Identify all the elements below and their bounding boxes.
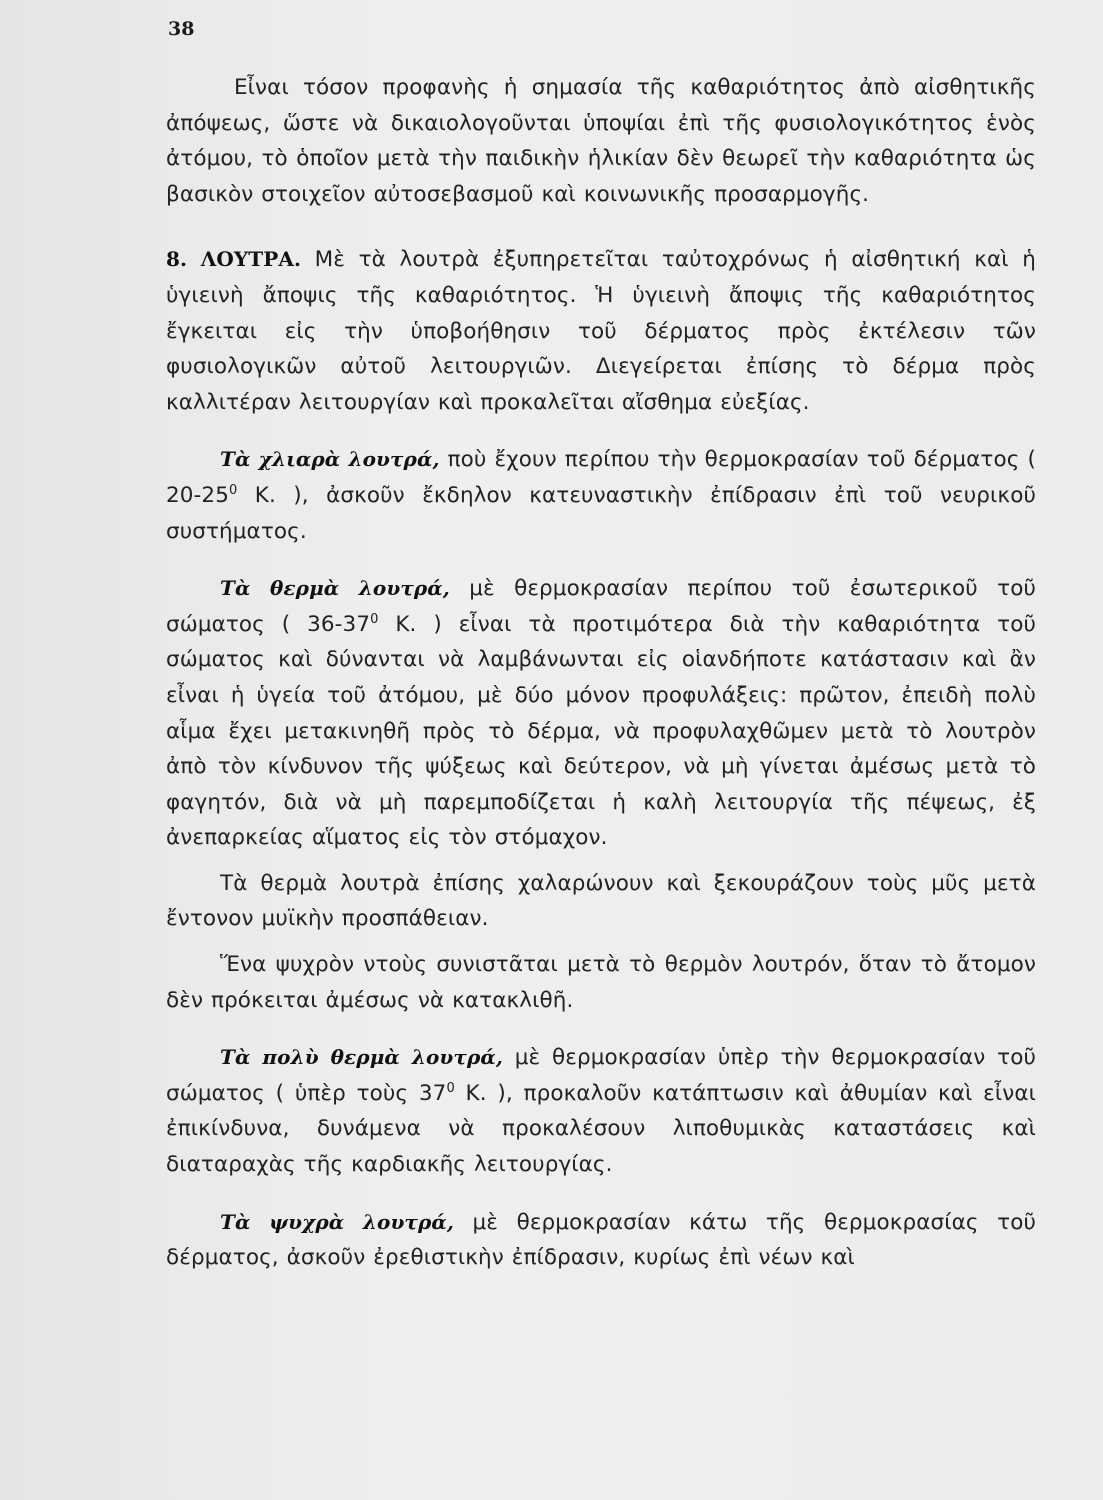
term-very-hot-baths: Τὰ πολὺ θερμὰ λουτρά, (220, 1045, 503, 1070)
section-title: ΛΟΥΤΡΑ. (200, 247, 302, 272)
paragraph-cold-shower: Ἕνα ψυχρὸν ντοὺς συνιστᾶται μετὰ τὸ θερμὸν λουτρόν, ὅταν τὸ ἄτομον δὲν πρόκειται ἀμέσως νὰ κατακλιθῆ. (166, 952, 1036, 1013)
hot-text-a: μὲ θερμοκρασίαν ὑπὲρ τὴν θερμοκρασίαν τοῦ σώματος ( ὑπὲρ τοὺς 37 (166, 1045, 1036, 1106)
degree-mark: 0 (228, 482, 238, 498)
paragraph-cold-baths (166, 1205, 1036, 1276)
lukewarm-text-b: Κ. ), ἀσκοῦν ἔκδηλον κατευναστικὴν ἐπίδρασιν ἐπὶ τοῦ νευρικοῦ συστήματος. (166, 482, 1036, 544)
paragraph-very-hot-baths (166, 1040, 1036, 1182)
lukewarm-text-a: ποὺ ἔχουν περίπου τὴν θερμοκρασίαν τοῦ δέρματος ( 20-25 (166, 447, 1036, 508)
page-number: 38 (168, 18, 195, 40)
paragraph-warm-baths (166, 571, 1036, 856)
paragraph-aesthetic: Εἶναι τόσον προφανὴς ἡ σημασία τῆς καθαριότητος ἀπὸ αἰσθητικῆς ἀπόψεως, ὥστε νὰ δικαιολογοῦνται ὑποψίαι ἐπὶ τῆς φυσιολογικότητος ἑνὸς ἀτόμου, τὸ ὁποῖον μετὰ τὴν παιδικὴν ἡλικίαν δὲν θεωρεῖ τὴν καθαριότητα ὡς βασικὸν στοιχεῖον αὐτοσεβασμοῦ καὶ κοινωνικῆς προσαρμογῆς. (166, 75, 1036, 207)
degree-mark: 0 (370, 611, 379, 627)
hot-text-b: Κ. ), προκαλοῦν κατάπτωσιν καὶ ἀθυμίαν καὶ εἶναι ἐπικίνδυνα, δυνάμενα νὰ προκαλέσουν λιποθυμικὰς καταστάσεις καὶ διαταραχὰς τῆς καρδιακῆς λειτουργίας. (166, 1080, 1037, 1178)
section-8-text: Μὲ τὰ λουτρὰ ἐξυπηρετεῖται ταὐτοχρόνως ἡ αἰσθητική καὶ ἡ ὑγιεινὴ ἄποψις τῆς καθαριότητος. Ἡ ὑγιεινὴ ἄποψις τῆς καθαριότητος ἔγκειται εἰς τὴν ὑποβοήθησιν τοῦ δέρματος πρὸς ἐκτέλεσιν τῶν φυσιολογικῶν αὐτοῦ λειτουργιῶν. Διεγείρεται ἐπίσης τὸ δέρμα πρὸς καλλιτέραν λειτουργίαν καὶ προκαλεῖται αἴσθημα εὐεξίας. (166, 247, 1036, 415)
section-8-paragraph (166, 242, 1036, 420)
term-lukewarm-baths: Τὰ χλιαρὰ λουτρά, (220, 447, 440, 472)
paragraph-relax: Τὰ θερμὰ λουτρὰ ἐπίσης χαλαρώνουν καὶ ξεκουράζουν τοὺς μῦς μετὰ ἔντονον μυϊκὴν προσπάθειαν. (166, 870, 1036, 932)
term-cold-baths: Τὰ ψυχρὰ λουτρά, (220, 1209, 454, 1234)
term-warm-baths: Τὰ θερμὰ λουτρά, (220, 576, 450, 601)
warm-text-b: Κ. ) εἶναι τὰ προτιμότερα διὰ τὴν καθαριότητα τοῦ σώματος καὶ δύνανται νὰ λαμβάνωνται εἰς οἱανδήποτε κατάστασιν καὶ ἂν εἶναι ἡ ὑγεία τοῦ ἀτόμου, μὲ δύο μόνον προφυλάξεις: πρῶτον, ἐπειδὴ πολὺ αἷμα ἔχει μετακινηθῆ πρὸς τὸ δέρμα, νὰ προφυλαχθῶμεν μετὰ τὸ λουτρὸν ἀπὸ τὸν κίνδυνον τῆς ψύξεως καὶ δεύτερον, νὰ μὴ γίνεται ἀμέσως μετὰ τὸ φαγητόν, διὰ νὰ μὴ παρεμποδίζεται ἡ καλὴ λειτουργία τῆς πέψεως, ἐξ ἀνεπαρκείας αἵματος εἰς τὸν στόμαχον. (166, 611, 1036, 851)
body-text (166, 70, 1036, 1276)
paragraph-lukewarm-baths (166, 442, 1036, 549)
degree-mark: 0 (446, 1080, 455, 1096)
cold-text: μὲ θερμοκρασίαν κάτω τῆς θερμοκρασίας τοῦ δέρματος, ἀσκοῦν ἐρεθιστικὴν ἐπίδρασιν, κυρίως ἐπὶ νέων καὶ (166, 1209, 1036, 1271)
warm-text-a: μὲ θερμοκρασίαν περίπου τοῦ ἐσωτερικοῦ τοῦ σώματος ( 36-37 (166, 576, 1036, 637)
section-number: 8. (166, 247, 188, 272)
